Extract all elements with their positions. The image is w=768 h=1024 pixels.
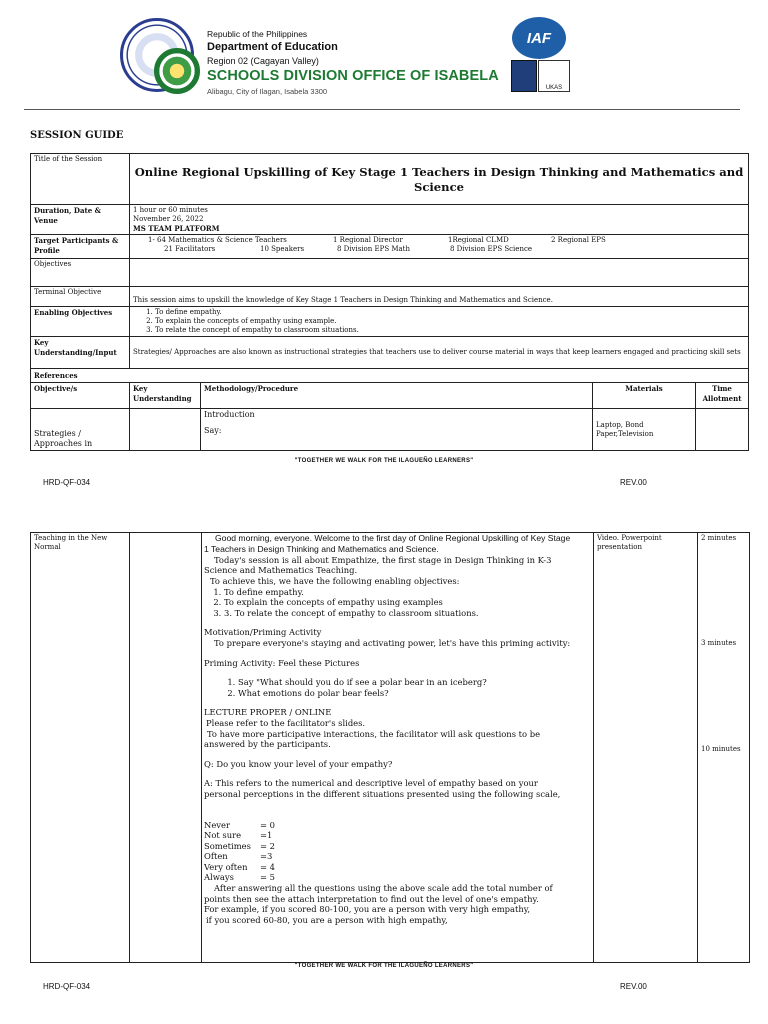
time-10min: 10 minutes [701, 745, 741, 753]
enabling-item: 2. To explain the concepts of empathy using example. [155, 317, 745, 326]
scale-label: Sometimes [204, 840, 251, 851]
p2-answer: A: This refers to the numerical and descriptive level of empathy based on your personal perceptions in the different situations presented using the following scale, [204, 778, 561, 799]
footer-form-code-1: HRD-QF-034 [43, 478, 91, 487]
enabling-item: 3. To relate the concept of empathy to classroom situations. [155, 326, 745, 335]
col-objectives-label: Objective/s [34, 384, 78, 393]
scale-row [204, 820, 574, 831]
target-teachers: 1- 64 Mathematics & Science Teachers [148, 236, 287, 244]
header-republic: Republic of the Philippines [207, 29, 308, 39]
p2-lecture-interactive: To have more participative interactions, the facilitator will ask questions to be answered by the participants. [204, 728, 541, 750]
scale-label: Very often [204, 861, 248, 872]
first-row-objective-text: Strategies / Approaches in [34, 429, 93, 448]
scale-label: Never [204, 819, 230, 830]
intro-heading: Introduction [204, 410, 255, 419]
target-label: Target Participants & Profile [34, 236, 119, 255]
iso-badge [511, 60, 537, 92]
header-divider [24, 109, 740, 110]
p2-to-achieve: To achieve this, we have the following enabling objectives: [210, 576, 460, 586]
time-2min: 2 minutes [701, 534, 737, 542]
footer-revision-2: REV.00 [620, 982, 647, 991]
col-key-label: Key Understanding [133, 384, 192, 403]
references-cell [31, 369, 749, 383]
scale-value: = 5 [260, 872, 276, 883]
enabling-label: Enabling Objectives [34, 308, 113, 317]
p2-lecture-refer: Please refer to the facilitator's slides. [206, 717, 366, 728]
session-title: Online Regional Upskilling of Key Stage 1 Teachers in Design Thinking and Mathematics and Science [134, 165, 744, 194]
key-understanding: Strategies/ Approaches are also known as instructional strategies that teachers use to deliver course material in ways that keep learners engaged and practicing skill sets [133, 348, 741, 356]
col-time-label: Time Allotment [702, 384, 742, 403]
p2-motivation-title: Motivation/Priming Activity [204, 627, 322, 638]
terminal-objective: This session aims to upskill the knowledge of Key Stage 1 Teachers in Design Thinking and Mathematics and Science. [133, 296, 553, 304]
enabling-item: 1. To define empathy. [155, 308, 745, 317]
key-label-cell [31, 337, 130, 369]
first-row-objective [31, 409, 130, 451]
col-key [130, 383, 201, 409]
p2-priming-item: 1. Say "What should you do if see a polar bear in an iceberg? [238, 677, 574, 688]
header-division: SCHOOLS DIVISION OFFICE OF ISABELA [207, 68, 499, 84]
col-materials [593, 383, 696, 409]
scale-row [204, 851, 574, 862]
p2-materials: Video. Powerpoint presentation [597, 534, 662, 551]
scale-value: = 2 [260, 840, 276, 851]
scale-label: Often [204, 851, 228, 862]
enabling-value-cell [130, 307, 749, 337]
p2-key-cell [130, 533, 202, 963]
p2-motivation-text: To prepare everyone's staying and activating power, let's have this priming activity: [214, 637, 571, 648]
target-speakers: 10 Speakers [260, 245, 305, 253]
iaf-label: IAF [526, 29, 552, 47]
terminal-label: Terminal Objective [34, 288, 102, 296]
first-row-time [696, 409, 749, 451]
title-label-cell [31, 154, 130, 205]
p2-after-answering: After answering all the questions using the above scale add the total number of points then see the attach interpretation to find out the level of one's empathy. [204, 883, 553, 904]
first-row-key [130, 409, 201, 451]
time-3min: 3 minutes [701, 639, 737, 647]
p2-objective-item: 2. To explain the concepts of empathy using examples [224, 597, 574, 608]
header-address: Alibagu, City of Ilagan, Isabela 3300 [207, 87, 328, 96]
ukas-label: UKAS [545, 85, 563, 91]
division-seal [154, 48, 200, 94]
procedure-table [30, 532, 750, 963]
p2-greeting: Good morning, everyone. Welcome to the first day of Online Regional Upskilling of Key Stage 1 Teachers in Design Thinking and Mathematics and Science. [204, 533, 571, 554]
terminal-value-cell [130, 287, 749, 307]
title-label: Title of the Session [34, 155, 103, 163]
target-eps-science: 8 Division EPS Science [450, 245, 533, 253]
key-label: Key Understanding/Input [34, 338, 117, 357]
col-methodology-label: Methodology/Procedure [204, 384, 299, 393]
page-title: SESSION GUIDE [30, 130, 124, 141]
col-objectives [31, 383, 130, 409]
scale-label: Not sure [204, 830, 242, 841]
ukas-badge [538, 60, 570, 92]
target-eps-math: 8 Division EPS Math [337, 245, 411, 253]
scale-row [204, 830, 574, 841]
scale-value: =3 [260, 851, 273, 862]
target-facilitators: 21 Facilitators [164, 245, 216, 253]
target-eps: 2 Regional EPS [551, 236, 606, 244]
p2-lecture-title: LECTURE PROPER / ONLINE [204, 707, 332, 718]
footer-form-code-2: HRD-QF-034 [43, 982, 91, 991]
first-row-materials [593, 409, 696, 451]
date-line: November 26, 2022 [133, 215, 204, 223]
duration-value-cell [130, 205, 749, 235]
header-department: Department of Education [207, 41, 338, 53]
p2-objective-item: 3. 3. To relate the concept of empathy to classroom situations. [224, 608, 574, 619]
target-label-cell [31, 235, 130, 259]
p2-time-cell [698, 533, 750, 963]
iaf-logo [512, 17, 566, 59]
duration-line: 1 hour or 60 minutes [133, 206, 208, 214]
p2-objective-cell [31, 533, 130, 963]
key-value-cell [130, 337, 749, 369]
col-materials-label: Materials [625, 384, 663, 393]
scale-row [204, 841, 574, 852]
footer-motto-1: "TOGETHER WE WALK FOR THE ILAGUEÑO LEARNERS" [294, 458, 474, 464]
col-methodology [201, 383, 593, 409]
footer-motto-2: "TOGETHER WE WALK FOR THE ILAGUEÑO LEARNERS" [294, 963, 474, 969]
objectives-label-cell [31, 259, 130, 287]
empathy-scale [204, 820, 574, 884]
p2-todays-session: Today's session is all about Empathize, the first stage in Design Thinking in K-3 Science and Mathematics Teaching. [204, 554, 552, 576]
p2-example1: For example, if you scored 80-100, you are a person with very high empathy, [204, 904, 531, 915]
scale-row [204, 862, 574, 873]
objectives-value-cell [130, 259, 749, 287]
scale-value: = 0 [260, 819, 276, 830]
p2-objective: Teaching in the New Normal [34, 534, 108, 551]
p2-priming-item: 2. What emotions do polar bear feels? [238, 688, 574, 699]
references-label: References [34, 371, 78, 380]
first-row-materials-text: Laptop, Bond Paper,Television [596, 420, 654, 438]
target-clmd: 1Regional CLMD [448, 236, 509, 244]
target-director: 1 Regional Director [333, 236, 403, 244]
scale-value: = 4 [260, 861, 276, 872]
scale-value: =1 [260, 830, 273, 841]
p2-method-cell [202, 533, 594, 963]
say-label: Say: [204, 426, 222, 435]
header-region: Region 02 (Cagayan Valley) [207, 56, 319, 66]
p2-materials-cell [594, 533, 698, 963]
venue-line: MS TEAM PLATFORM [133, 224, 220, 233]
col-time [696, 383, 749, 409]
session-guide-table [30, 153, 749, 451]
duration-label: Duration, Date & Venue [34, 206, 101, 225]
footer-revision-1: REV.00 [620, 478, 647, 487]
first-row-method [201, 409, 593, 451]
objectives-label: Objectives [34, 260, 72, 268]
terminal-label-cell [31, 287, 130, 307]
p2-priming-title: Priming Activity: Feel these Pictures [204, 657, 360, 668]
enabling-label-cell [31, 307, 130, 337]
p2-question: Q: Do you know your level of your empathy? [204, 758, 393, 769]
target-value-cell [130, 235, 749, 259]
scale-label: Always [204, 872, 234, 883]
title-value-cell [130, 154, 749, 205]
duration-label-cell [31, 205, 130, 235]
p2-example2: if you scored 60-80, you are a person with high empathy, [206, 914, 448, 925]
p2-objective-item: 1. To define empathy. [224, 587, 574, 598]
scale-row [204, 872, 574, 883]
